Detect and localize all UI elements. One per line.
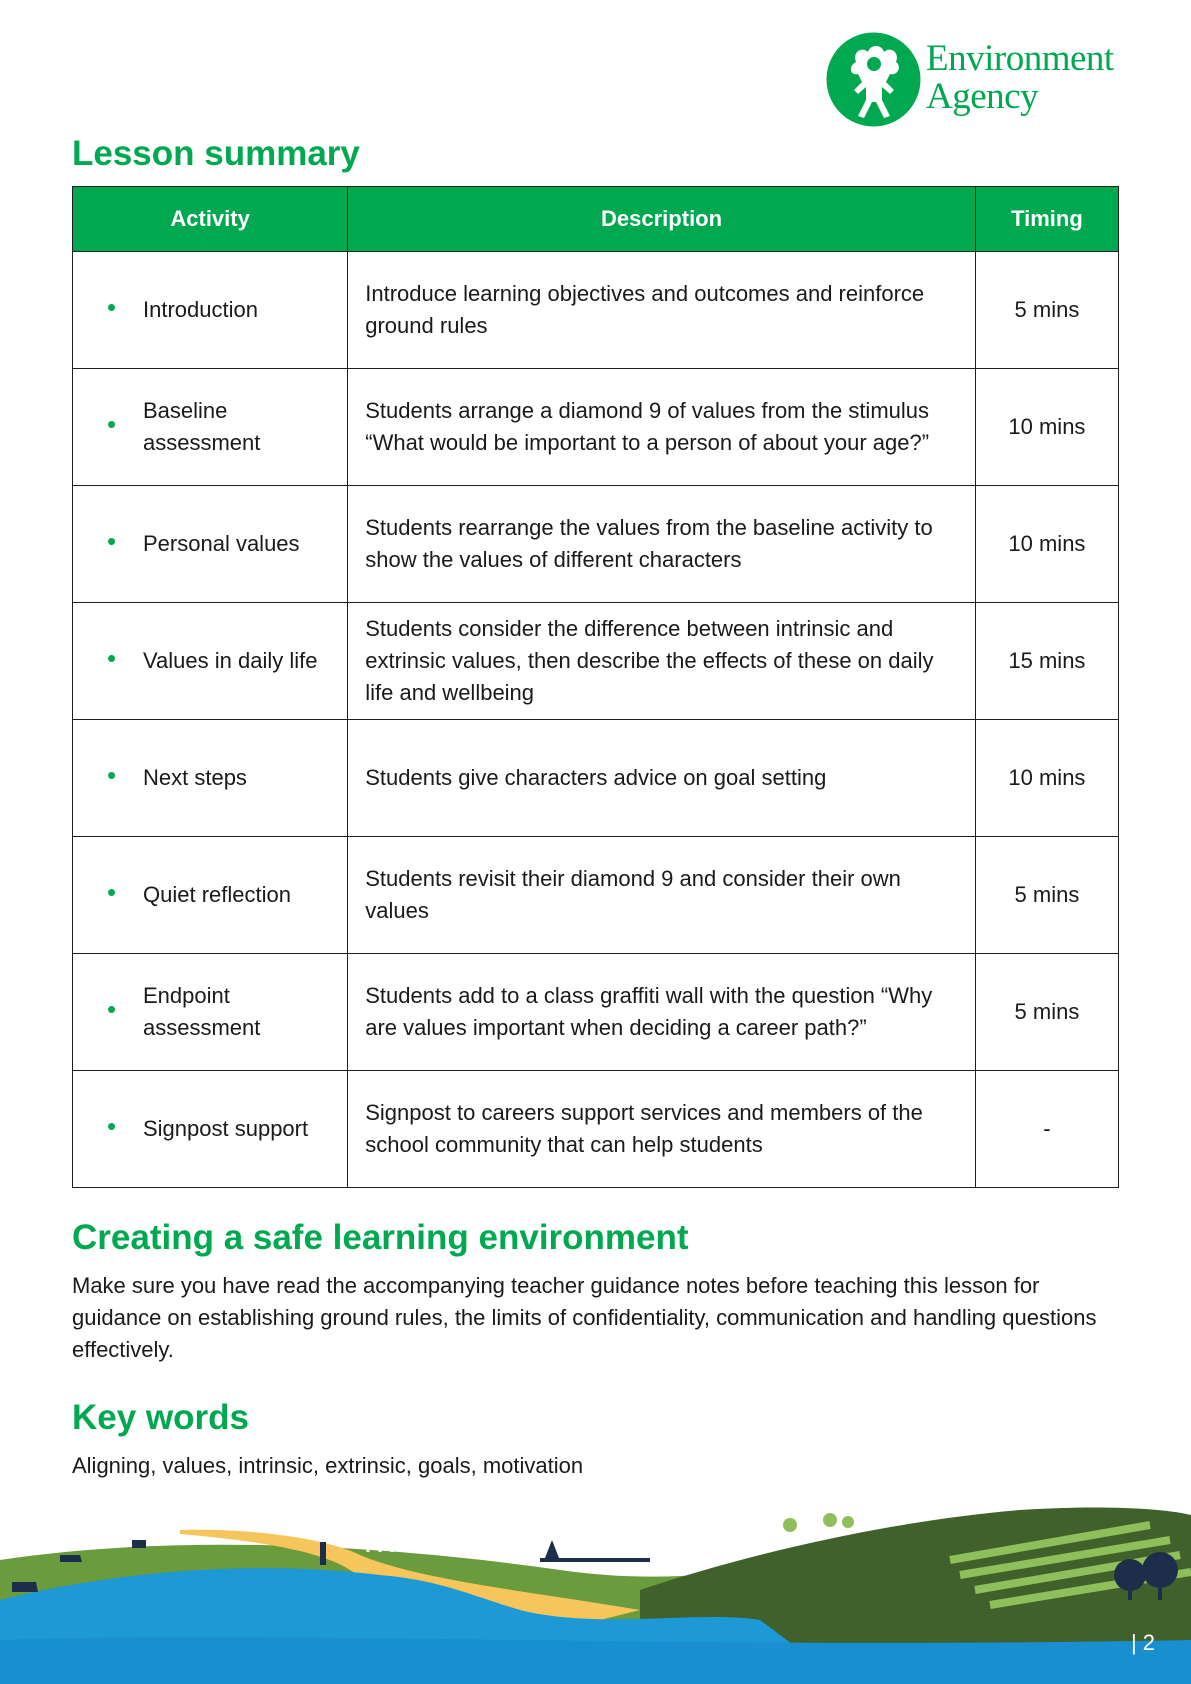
description-cell: Students consider the difference between intrinsic and extrinsic values, then describe the effects of these on daily life and wellbeing: [348, 603, 976, 720]
lesson-summary-heading: Lesson summary: [72, 134, 360, 173]
activity-name: Personal values: [143, 531, 300, 556]
table-row: [73, 720, 1119, 837]
description-cell: Students revisit their diamond 9 and consider their own values: [348, 837, 976, 954]
landscape-footer-illustration: [0, 1500, 1191, 1684]
bullet-icon: •: [107, 1111, 117, 1141]
lesson-summary-table: [72, 186, 1119, 1188]
table-row: [73, 369, 1119, 486]
environment-agency-logo: [826, 32, 1166, 127]
key-words-heading: Key words: [72, 1398, 249, 1437]
header-activity: Activity: [73, 187, 348, 252]
safe-environment-text: Make sure you have read the accompanying teacher guidance notes before teaching this lesson for guidance on establishing ground rules, the limits of confidentiality, communication and handling questions effectively.: [72, 1273, 1097, 1362]
table-row: [73, 252, 1119, 369]
key-words-text: Aligning, values, intrinsic, extrinsic, goals, motivation: [72, 1453, 584, 1478]
activity-name: Baseline assessment: [143, 398, 261, 455]
activity-name: Signpost support: [143, 1116, 309, 1141]
timing-cell: 10 mins: [975, 720, 1118, 837]
description-cell: Signpost to careers support services and members of the school community that can help students: [348, 1071, 976, 1188]
table-row: [73, 603, 1119, 720]
table-row: [73, 1071, 1119, 1188]
table-row: [73, 954, 1119, 1071]
activity-cell: [73, 369, 348, 486]
activity-cell: [73, 486, 348, 603]
activity-cell: [73, 720, 348, 837]
header-description: Description: [348, 187, 976, 252]
activity-name: Next steps: [143, 765, 247, 790]
timing-cell: 15 mins: [975, 603, 1118, 720]
activity-cell: [73, 954, 348, 1071]
activity-cell: [73, 603, 348, 720]
description-cell: Introduce learning objectives and outcomes and reinforce ground rules: [348, 252, 976, 369]
timing-cell: 10 mins: [975, 369, 1118, 486]
tree-figure-logo-icon: [826, 32, 921, 127]
timing-cell: 5 mins: [975, 252, 1118, 369]
table-header-row: [73, 187, 1119, 252]
safe-environment-heading: Creating a safe learning environment: [72, 1218, 689, 1257]
header-timing: Timing: [975, 187, 1118, 252]
bullet-icon: •: [107, 877, 117, 907]
bullet-icon: •: [107, 409, 117, 439]
timing-cell: 5 mins: [975, 954, 1118, 1071]
logo-text-line-1: Environment: [926, 38, 1114, 79]
timing-cell: 10 mins: [975, 486, 1118, 603]
activity-cell: [73, 252, 348, 369]
description-cell: Students rearrange the values from the baseline activity to show the values of different characters: [348, 486, 976, 603]
description-cell: Students arrange a diamond 9 of values from the stimulus “What would be important to a person of about your age?”: [348, 369, 976, 486]
activity-name: Endpoint assessment: [143, 983, 261, 1040]
timing-cell: 5 mins: [975, 837, 1118, 954]
table-row: [73, 486, 1119, 603]
page-number: | 2: [1130, 1630, 1155, 1655]
bullet-icon: •: [107, 643, 117, 673]
table-row: [73, 837, 1119, 954]
bullet-icon: •: [107, 292, 117, 322]
activity-name: Introduction: [143, 297, 258, 322]
logo-text-line-2: Agency: [926, 76, 1039, 117]
bullet-icon: •: [107, 994, 117, 1024]
bullet-icon: •: [107, 526, 117, 556]
activity-cell: [73, 837, 348, 954]
activity-name: Values in daily life: [143, 648, 318, 673]
bullet-icon: •: [107, 760, 117, 790]
activity-cell: [73, 1071, 348, 1188]
activity-name: Quiet reflection: [143, 882, 291, 907]
description-cell: Students give characters advice on goal setting: [348, 720, 976, 837]
timing-cell: -: [975, 1071, 1118, 1188]
description-cell: Students add to a class graffiti wall with the question “Why are values important when deciding a career path?”: [348, 954, 976, 1071]
